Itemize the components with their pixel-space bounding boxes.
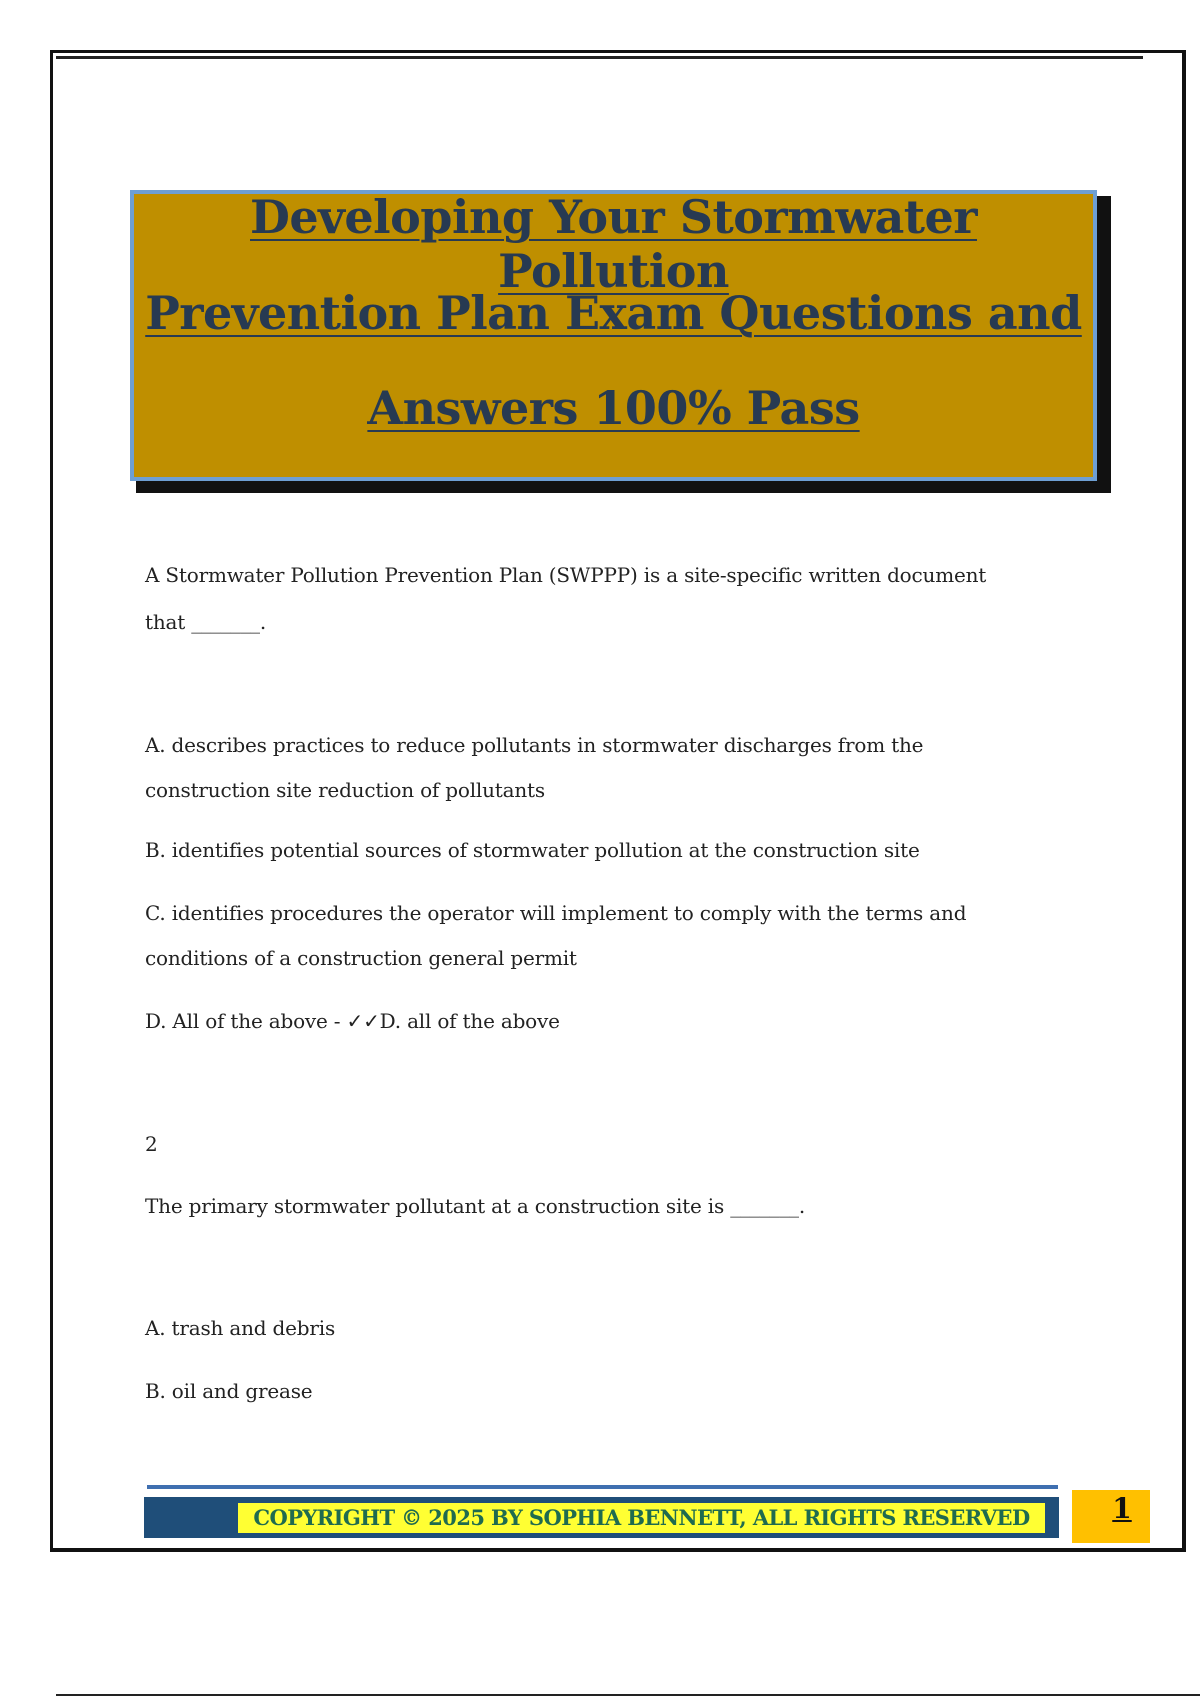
question-2-number: 2 [145, 1132, 158, 1156]
question-1-stem-cont: that _______. [145, 610, 266, 634]
question-1-option-a: A. describes practices to reduce pollutants in stormwater discharges from the [145, 733, 924, 757]
page-number: 1 [1112, 1492, 1132, 1525]
title-line-1 [134, 190, 1093, 298]
question-1-option-d-answer: D. All of the above - ✓✓D. all of the above [145, 1009, 560, 1033]
question-1-option-c: C. identifies procedures the operator will implement to comply with the terms and [145, 901, 967, 925]
question-2-option-a: A. trash and debris [145, 1316, 336, 1340]
title-text: Prevention Plan Exam Questions and [145, 286, 1082, 340]
footer-rule [147, 1485, 1058, 1489]
copyright-notice: COPYRIGHT © 2025 BY SOPHIA BENNETT, ALL RIGHTS RESERVED [238, 1503, 1045, 1533]
title-line-2 [134, 286, 1093, 340]
question-2-option-b: B. oil and grease [145, 1379, 313, 1403]
title-text: Answers 100% Pass [367, 381, 860, 435]
question-1-stem: A Stormwater Pollution Prevention Plan (SWPPP) is a site-specific written document [145, 563, 987, 587]
question-2-stem: The primary stormwater pollutant at a construction site is _______. [145, 1194, 805, 1218]
question-1-option-c-cont: conditions of a construction general permit [145, 946, 577, 970]
title-box [130, 190, 1097, 481]
next-page-edge [56, 1694, 1200, 1696]
question-1-option-b: B. identifies potential sources of stormwater pollution at the construction site [145, 838, 920, 862]
title-line-3 [134, 381, 1093, 435]
top-rule [56, 56, 1143, 59]
title-text: Developing Your Stormwater Pollution [250, 190, 977, 298]
question-1-option-a-cont: construction site reduction of pollutants [145, 778, 545, 802]
